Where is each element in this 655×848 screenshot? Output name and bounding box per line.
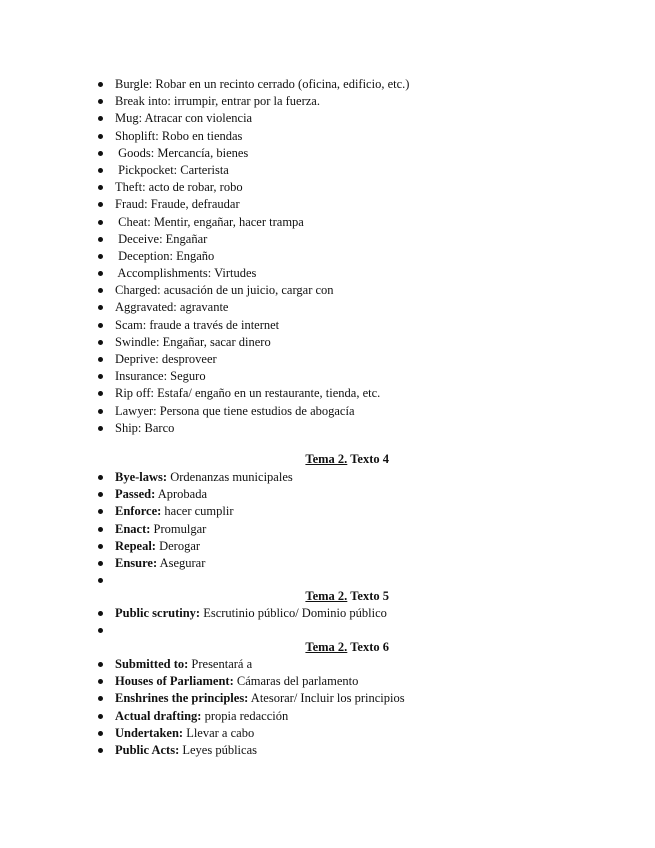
list-item (97, 368, 597, 385)
list-item-text: Mug: Atracar con violencia (115, 111, 253, 126)
bullet-icon (98, 426, 103, 431)
bullet-icon (98, 748, 103, 753)
list-item-text: Goods: Mercancía, bienes (115, 145, 249, 160)
bullet-icon (98, 185, 103, 190)
list-item (97, 162, 597, 179)
list-item-text: Ship: Barco (115, 420, 175, 435)
vocabulary-list-4 (97, 656, 597, 759)
list-item (97, 469, 597, 486)
list-item (97, 265, 597, 282)
list-item (97, 420, 597, 437)
term: Passed: (115, 487, 156, 502)
definition: Presentará a (188, 657, 253, 671)
list-item (97, 196, 597, 213)
vocabulary-list-2 (97, 469, 597, 589)
bullet-icon (98, 116, 103, 121)
list-item (97, 690, 597, 707)
bullet-icon (98, 628, 103, 633)
bullet-icon (98, 544, 103, 549)
bullet-icon (98, 391, 103, 396)
list-item (97, 708, 597, 725)
bullet-icon (98, 237, 103, 242)
list-item (97, 128, 597, 145)
definition: Derogar (155, 538, 201, 553)
definition: Promulgar (150, 521, 207, 536)
bullet-icon (98, 288, 103, 293)
bullet-icon (98, 696, 103, 701)
bullet-icon (98, 578, 103, 583)
term: Undertaken: (115, 725, 184, 740)
list-item (97, 76, 597, 93)
list-item-text: Swindle: Engañar, sacar dinero (115, 334, 271, 349)
definition: Asegurar (157, 555, 206, 570)
term: Ensure: (115, 555, 158, 570)
list-item (97, 656, 597, 673)
heading-texto: Texto 4 (347, 452, 389, 466)
list-item-text: Shoplift: Robo en tiendas (115, 128, 243, 143)
term: Houses of Parliament: (115, 674, 234, 689)
list-item-text: Break into: irrumpir, entrar por la fuerza. (115, 94, 320, 109)
bullet-icon (98, 271, 103, 276)
bullet-icon (98, 151, 103, 156)
list-item (97, 385, 597, 402)
heading-tema: Tema 2. (305, 589, 348, 603)
bullet-icon (98, 82, 103, 87)
heading-texto: Texto 5 (347, 589, 389, 603)
term: Enshrines the principles: (115, 691, 249, 706)
bullet-icon (98, 509, 103, 514)
bullet-icon (98, 475, 103, 480)
bullet-icon (98, 561, 103, 566)
term: Enforce: (115, 504, 162, 519)
list-item-text: Fraud: Fraude, defraudar (115, 197, 240, 212)
definition: Leyes públicas (179, 742, 257, 757)
term: Public scrutiny: (115, 606, 201, 620)
heading-texto: Texto 6 (347, 640, 389, 654)
list-item (97, 248, 597, 265)
list-item-text: Deception: Engaño (115, 248, 215, 263)
bullet-icon (98, 409, 103, 414)
term: Submitted to: (115, 657, 189, 671)
section-heading-texto-4 (97, 451, 389, 468)
definition: propia redacción (201, 708, 289, 723)
list-item (97, 486, 597, 503)
list-item-text: Cheat: Mentir, engañar, hacer trampa (115, 214, 304, 229)
bullet-icon (98, 357, 103, 362)
bullet-icon (98, 99, 103, 104)
bullet-icon (98, 323, 103, 328)
definition: Ordenanzas municipales (167, 470, 293, 484)
definition: Cámaras del parlamento (233, 674, 359, 689)
list-item (97, 214, 597, 231)
list-item (97, 110, 597, 127)
list-item (97, 503, 597, 520)
list-item (97, 145, 597, 162)
list-item (97, 572, 597, 589)
bullet-icon (98, 134, 103, 139)
bullet-icon (98, 168, 103, 173)
bullet-icon (98, 254, 103, 259)
heading-tema: Tema 2. (305, 640, 348, 654)
section-heading-texto-5 (97, 588, 389, 605)
section-heading-texto-6 (97, 639, 389, 656)
list-item (97, 725, 597, 742)
bullet-icon (98, 662, 103, 667)
list-item (97, 179, 597, 196)
bullet-icon (98, 731, 103, 736)
term: Public Acts: (115, 742, 180, 757)
list-item (97, 299, 597, 316)
list-item-text: Charged: acusación de un juicio, cargar con (115, 283, 334, 298)
list-item-text: Scam: fraude a través de internet (115, 317, 280, 332)
bullet-icon (98, 679, 103, 684)
bullet-icon (98, 202, 103, 207)
list-item (97, 673, 597, 690)
vocabulary-list-3 (97, 605, 597, 639)
bullet-icon (98, 220, 103, 225)
list-item-text: Lawyer: Persona que tiene estudios de abogacía (115, 403, 355, 418)
bullet-icon (98, 611, 103, 616)
list-item-text: Deprive: desproveer (115, 352, 217, 366)
list-item (97, 334, 597, 351)
term: Repeal: (115, 538, 156, 553)
term: Actual drafting: (115, 708, 202, 723)
term: Bye-laws: (115, 470, 168, 484)
list-item-text: Rip off: Estafa/ engaño en un restaurante, tienda, etc. (115, 386, 381, 401)
list-item-text: Insurance: Seguro (115, 369, 206, 384)
bullet-icon (98, 340, 103, 345)
list-item-text: Accomplishments: Virtudes (115, 266, 257, 281)
list-item (97, 93, 597, 110)
list-item (97, 403, 597, 420)
list-item (97, 231, 597, 248)
bullet-icon (98, 714, 103, 719)
heading-tema: Tema 2. (305, 452, 348, 466)
list-item (97, 538, 597, 555)
term: Enact: (115, 521, 151, 536)
definition: Escrutinio público/ Dominio público (200, 606, 387, 620)
definition: Aprobada (155, 487, 208, 502)
bullet-icon (98, 492, 103, 497)
list-item (97, 317, 597, 334)
list-item (97, 555, 597, 572)
bullet-icon (98, 527, 103, 532)
definition: Llevar a cabo (183, 725, 255, 740)
list-item-text: Burgle: Robar en un recinto cerrado (oficina, edificio, etc.) (115, 77, 410, 91)
bullet-icon (98, 305, 103, 310)
list-item (97, 351, 597, 368)
list-item-text: Theft: acto de robar, robo (115, 180, 243, 195)
vocabulary-list-1 (97, 76, 597, 437)
list-item (97, 605, 597, 622)
list-item (97, 282, 597, 299)
list-item-text: Pickpocket: Carterista (115, 162, 229, 177)
list-item (97, 622, 597, 639)
definition: Atesorar/ Incluir los principios (248, 691, 405, 706)
definition: hacer cumplir (161, 504, 234, 519)
list-item (97, 521, 597, 538)
bullet-icon (98, 374, 103, 379)
list-item-text: Deceive: Engañar (115, 231, 208, 246)
list-item (97, 742, 597, 759)
list-item-text: Aggravated: agravante (115, 300, 229, 315)
